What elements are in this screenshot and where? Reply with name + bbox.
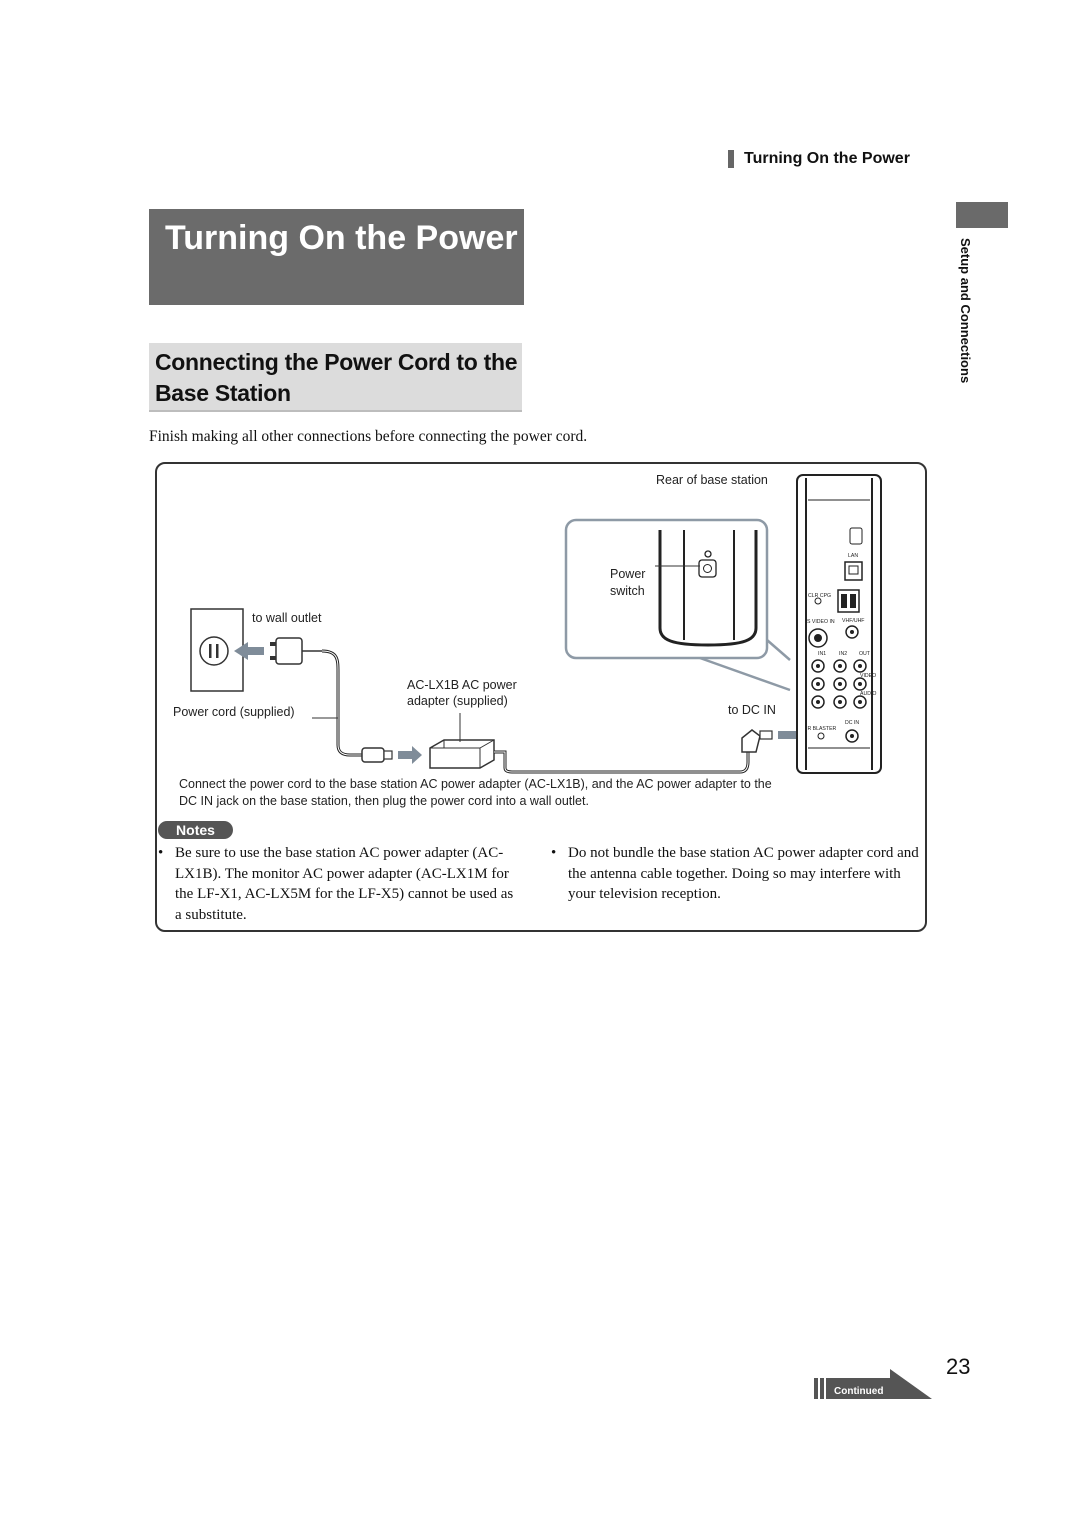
page-title: Turning On the Power bbox=[149, 209, 524, 305]
panel-label-vhf-uhf: VHF/UHF bbox=[842, 618, 865, 624]
bullet-icon: • bbox=[158, 845, 164, 861]
panel-label-clr-cpg: CLR CPG bbox=[808, 593, 832, 599]
continued-icon bbox=[814, 1369, 932, 1399]
panel-label-ir-blaster: IR BLASTER bbox=[806, 726, 837, 732]
plug-icon bbox=[270, 638, 322, 664]
wall-outlet-icon bbox=[191, 609, 243, 691]
label-power-switch-2: switch bbox=[610, 584, 645, 598]
running-header-title: Turning On the Power bbox=[744, 150, 910, 167]
panel-label-audio: AUDIO bbox=[860, 691, 877, 697]
dc-plug-icon bbox=[742, 730, 772, 752]
label-wall-outlet: to wall outlet bbox=[252, 611, 322, 625]
page-number: 23 bbox=[946, 1354, 971, 1379]
label-dc-in: to DC IN bbox=[728, 703, 776, 717]
panel-label-s-video-in: S VIDEO IN bbox=[807, 619, 835, 625]
intro-text: Finish making all other connections before connecting the power cord. bbox=[149, 428, 588, 445]
section-heading: Connecting the Power Cord to the Base Station bbox=[149, 343, 522, 412]
note-text: Be sure to use the base station AC power adapter (AC-LX1B). The monitor AC power adapter (AC-LX1M for the LF-X1, AC-LX5M for the LF-X5) cannot be used as a substitute. bbox=[175, 845, 514, 923]
power-cord bbox=[322, 651, 362, 755]
label-power-cord: Power cord (supplied) bbox=[173, 705, 295, 719]
label-rear-of-base-station: Rear of base station bbox=[656, 473, 768, 487]
continued-label: Continued bbox=[834, 1386, 884, 1397]
dc-cable bbox=[494, 752, 748, 772]
label-adapter-2: adapter (supplied) bbox=[407, 694, 508, 708]
note-item bbox=[158, 843, 520, 925]
panel-label-out: OUT bbox=[859, 651, 870, 657]
cord-connector-icon bbox=[362, 748, 392, 762]
panel-label-video: VIDEO bbox=[860, 673, 877, 679]
panel-label-dc-in: DC IN bbox=[845, 720, 860, 726]
label-adapter-1: AC-LX1B AC power bbox=[407, 678, 517, 692]
note-text: Do not bundle the base station AC power adapter cord and the antenna cable together. Doing so may interfere with your television reception. bbox=[568, 845, 919, 902]
panel-label-in1: IN1 bbox=[818, 651, 827, 657]
label-power-switch-1: Power bbox=[610, 567, 646, 581]
ac-adapter-icon bbox=[430, 740, 494, 768]
panel-label-in2: IN2 bbox=[839, 651, 848, 657]
power-cord-inner bbox=[322, 651, 362, 755]
note-item bbox=[551, 843, 921, 905]
arrow-to-adapter-icon bbox=[398, 746, 422, 764]
notes-badge: Notes bbox=[158, 821, 233, 839]
power-switch-callout bbox=[566, 520, 790, 690]
figure-caption: Connect the power cord to the base station AC power adapter (AC-LX1B), and the AC power adapter to the DC IN jack on the base station, then plug the power cord into a wall outlet. bbox=[179, 777, 772, 808]
bullet-icon: • bbox=[551, 845, 557, 861]
panel-label-lan: LAN bbox=[848, 553, 859, 559]
side-tab-label: Setup and Connections bbox=[958, 238, 973, 384]
